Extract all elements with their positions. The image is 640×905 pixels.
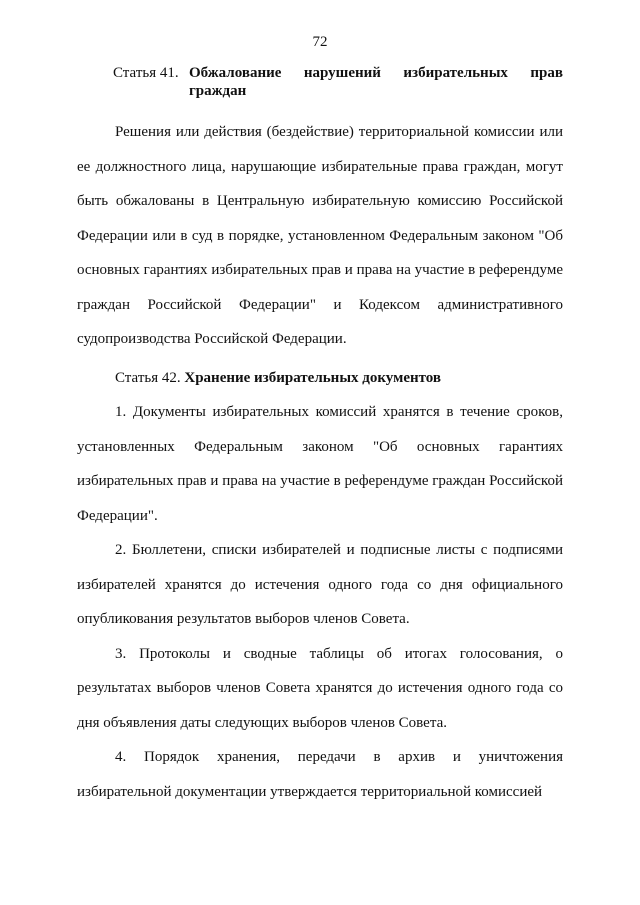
article-41-paragraph: Решения или действия (бездействие) территориальной комиссии или ее должностного лица, нарушающие избирательные права граждан, могут быть обжалованы в Центральную избирательную комиссию Российской Федерации или в суд в порядке, установленном Федеральным законом "Об основных гарантиях избирательных прав и права на участие в референдуме граждан Российской Федерации" и Кодексом административного судопроизводства Российской Федерации. xyxy=(77,124,563,347)
article-42-heading xyxy=(77,361,563,396)
article-42-paragraph-3: 3. Протоколы и сводные таблицы об итогах голосования, о результатах выборов членов Совета хранятся до истечения одного года со дня объявления даты следующих выборов членов Совета. xyxy=(77,645,563,731)
article-41-heading xyxy=(77,64,563,100)
article-41-number: Статья 41. xyxy=(113,65,179,81)
article-42-number: Статья 42. xyxy=(115,369,181,386)
article-42-paragraph-1: 1. Документы избирательных комиссий хранятся в течение сроков, установленных Федеральным законом "Об основных гарантиях избирательных прав и права на участие в референдуме граждан Российской Федерации". xyxy=(77,404,563,524)
article-41-title xyxy=(189,64,563,100)
article-41-title-line-1: Обжалование нарушений избирательных прав xyxy=(189,65,563,81)
article-42-paragraph-2: 2. Бюллетени, списки избирателей и подписные листы с подписями избирателей хранятся до истечения одного года со дня официального опубликования результатов выборов членов Совета. xyxy=(77,542,563,627)
document-body xyxy=(77,64,563,809)
article-41-title-line-2: граждан xyxy=(189,83,247,99)
page-number: 72 xyxy=(312,34,328,50)
article-42-paragraph-4: 4. Порядок хранения, передачи в архив и уничтожения избирательной документации утверждается территориальной комиссией xyxy=(77,749,563,800)
article-42-title: Хранение избирательных документов xyxy=(184,369,442,386)
